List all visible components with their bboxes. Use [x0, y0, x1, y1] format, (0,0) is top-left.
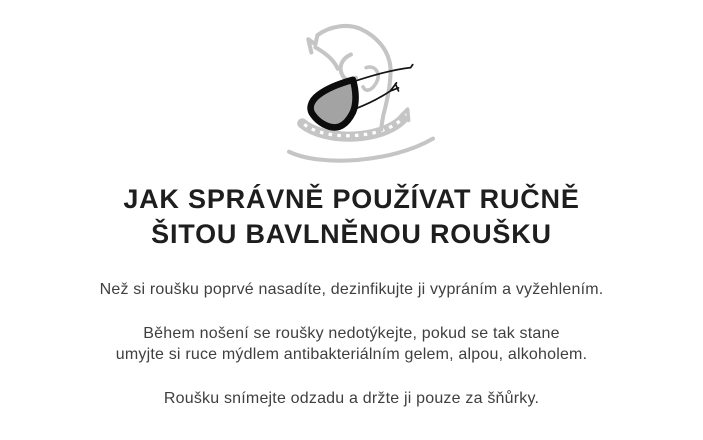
- instruction-remove-by-strings: Roušku snímejte odzadu a držte ji pouze za šňůrky.: [163, 390, 540, 407]
- shoulders-outline: [289, 139, 433, 161]
- page-title: [123, 182, 579, 252]
- masked-head-illustration: [285, 23, 437, 167]
- title-line-2: ŠITOU BAVLNĚNOU ROUŠKU: [151, 219, 552, 249]
- instruction-do-not-touch: Během nošení se roušky nedotýkejte, pokud se tak stane umyjte si ruce mýdlem antibakteriálním gelem, alpou, alkoholem.: [115, 325, 588, 363]
- instruction-wash-before-use: Než si roušku poprvé nasadíte, dezinfikujte ji vypráním a vyžehlením.: [99, 281, 604, 298]
- front-hairline: [315, 47, 337, 68]
- instructions-list: [100, 279, 604, 432]
- upper-string: [352, 65, 412, 82]
- face-mask-shape: [310, 80, 355, 128]
- title-line-1: JAK SPRÁVNĚ POUŽÍVAT RUČNĚ: [123, 184, 580, 214]
